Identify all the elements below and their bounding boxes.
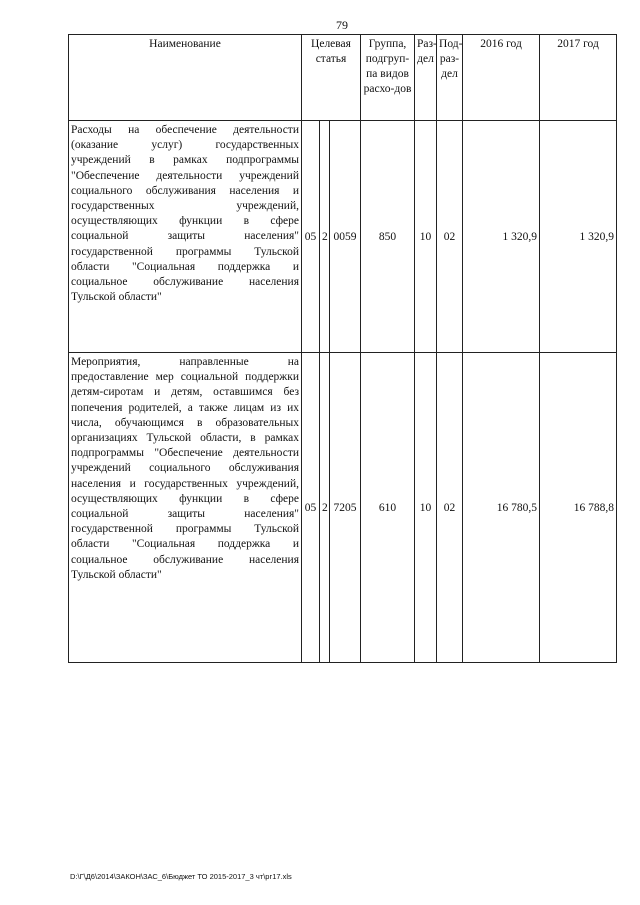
header-2016: 2016 год (463, 35, 540, 121)
table-row (69, 121, 617, 353)
value-2016: 1 320,9 (463, 121, 540, 353)
header-row (69, 35, 617, 121)
section: 10 (415, 353, 437, 663)
expense-group: 850 (361, 121, 415, 353)
header-name: Наименование (69, 35, 302, 121)
header-expense-group: Группа, подгруп-па видов расхо-дов (361, 35, 415, 121)
target-article-part1: 05 (302, 121, 320, 353)
page-number: 79 (336, 18, 348, 32)
row-name: Мероприятия, направленные на предоставление мер социальной поддержки детям-сиротам и детям, оставшимся без попечения родителей, а также лицам из их числа, обучающимся в образовательных организациях Тульской области, в рамках подпрограммы "Обеспечение деятельности учреждений социального обслуживания населения и государственных учреждений, осуществляющих функции в сфере социальной защиты населения" государственной программы Тульской области "Социальная поддержка и социальное обслуживание населения Тульской области" (69, 353, 302, 663)
header-2017: 2017 год (540, 35, 617, 121)
section: 10 (415, 121, 437, 353)
target-article-part3: 7205 (330, 353, 361, 663)
budget-table (68, 34, 617, 663)
target-article-part1: 05 (302, 353, 320, 663)
target-article-part2: 2 (320, 353, 330, 663)
value-2016: 16 780,5 (463, 353, 540, 663)
value-2017: 16 788,8 (540, 353, 617, 663)
subsection: 02 (437, 121, 463, 353)
header-subsection: Под-раз-дел (437, 35, 463, 121)
header-section: Раз-дел (415, 35, 437, 121)
expense-group: 610 (361, 353, 415, 663)
target-article-part3: 0059 (330, 121, 361, 353)
header-target-article: Целевая статья (302, 35, 361, 121)
target-article-part2: 2 (320, 121, 330, 353)
row-name: Расходы на обеспечение деятельности (оказание услуг) государственных учреждений в рамках подпрограммы "Обеспечение деятельности учреждений социального обслуживания населения и государственных учреждений, осуществляющих функции в сфере социальной защиты населения" государственной программы Тульской области "Социальная поддержка и социальное обслуживание населения Тульской области" (69, 121, 302, 353)
value-2017: 1 320,9 (540, 121, 617, 353)
subsection: 02 (437, 353, 463, 663)
footer-file-path: D:\Г\Д6\2014\ЗАКОН\ЗАС_6\Бюджет ТО 2015-2017_3 чт\рг17.xls (70, 872, 292, 881)
table-row (69, 353, 617, 663)
